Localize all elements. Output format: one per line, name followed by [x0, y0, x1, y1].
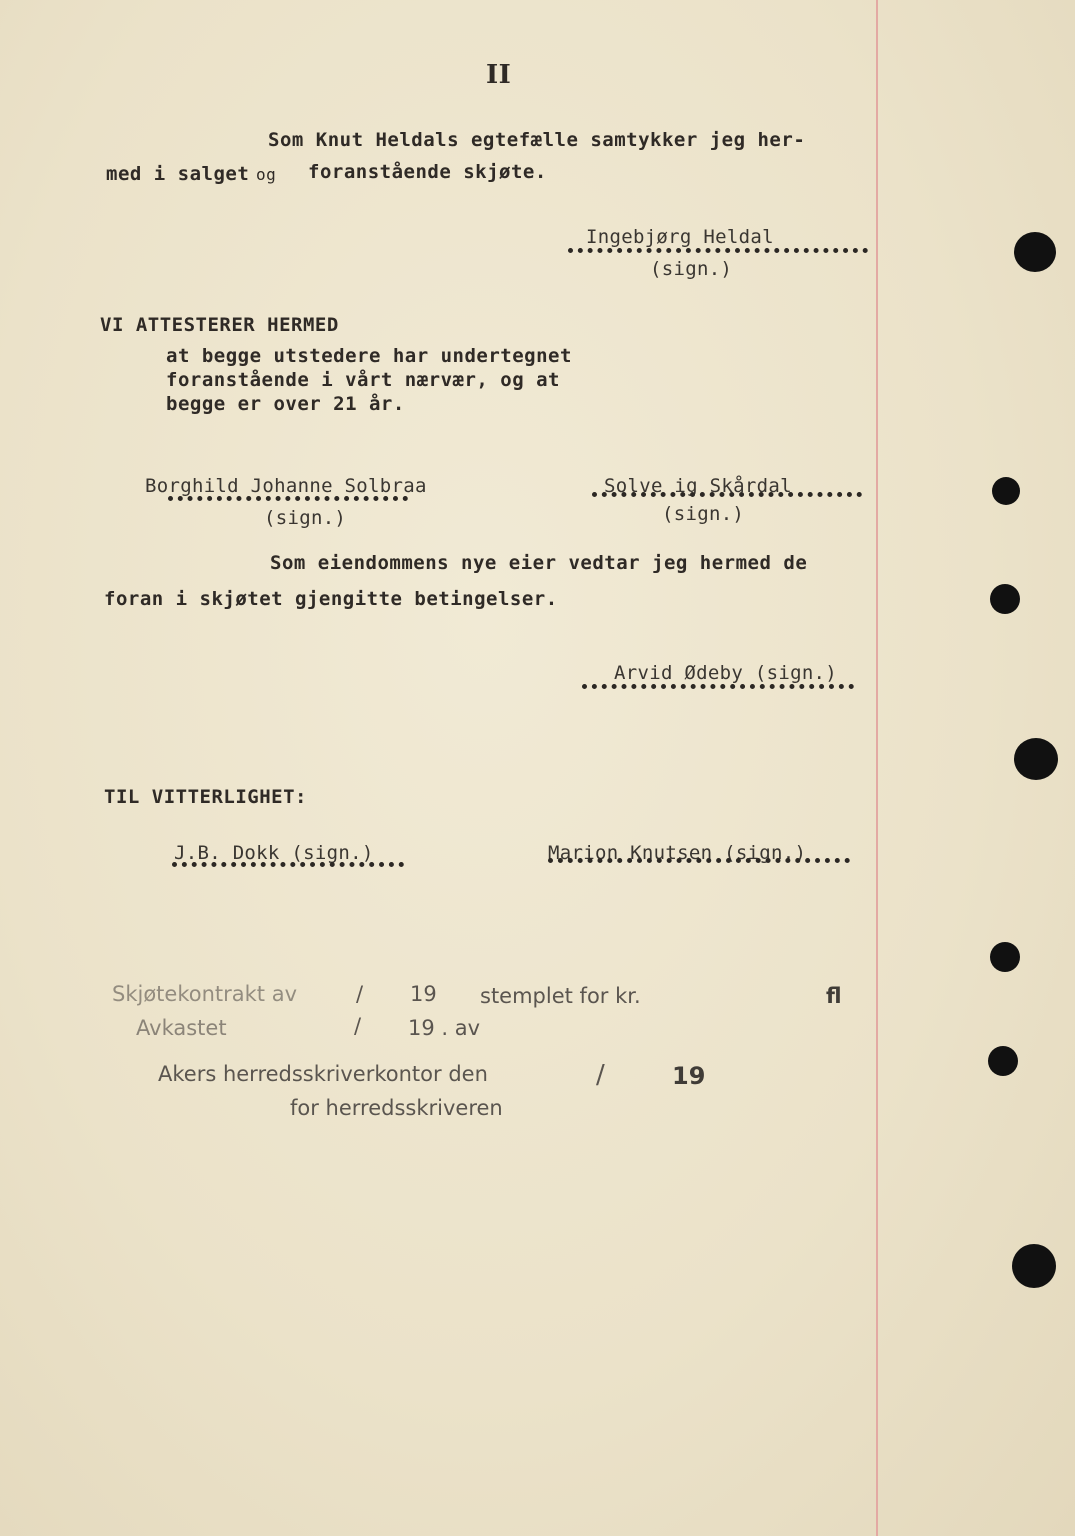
witness-left-sign: (sign.) [264, 507, 347, 529]
attest-heading: VI ATTESTERER HERMED [100, 314, 339, 336]
signer-sign-note: (sign.) [650, 258, 733, 280]
consent-text-line-2b: og [256, 165, 277, 184]
vitterlighet-right-signature: Marion Knutsen (sign.) [548, 842, 807, 864]
page-number: II [486, 60, 512, 90]
stamp-line-3a: Akers herredsskriverkontor den [158, 1062, 488, 1086]
signature-dotted-line [168, 496, 408, 501]
stamp-line-1d: stemplet for kr. [480, 984, 641, 1008]
stamp-line-2c: 19 . av [408, 1016, 481, 1040]
signature-dotted-line [548, 858, 850, 863]
witness-right-sign: (sign.) [662, 503, 745, 525]
signer-name: Ingebjørg Heldal [586, 226, 774, 248]
punch-hole [990, 584, 1020, 614]
consent-text-line-2a: med i salget [106, 163, 250, 185]
punch-hole [1014, 232, 1056, 272]
attest-body: at begge utstedere har undertegnet foranstående i vårt nærvær, og at begge er over 21 år. [166, 345, 572, 415]
stamp-line-1a: Skjøtekontrakt av [112, 982, 298, 1006]
owner-text-line-1: Som eiendommens nye eier vedtar jeg hermed de [270, 552, 808, 574]
consent-text-line-1: Som Knut Heldals egtefælle samtykker jeg her- [268, 129, 806, 151]
stamp-line-2b: / [354, 1014, 362, 1038]
punch-hole [988, 1046, 1018, 1076]
signature-dotted-line [582, 684, 854, 689]
vitterlighet-heading: TIL VITTERLIGHET: [104, 786, 307, 808]
stamp-line-1c: 19 [410, 982, 437, 1006]
stamp-line-3b: / [596, 1060, 605, 1090]
consent-text-line-2c: foranstående skjøte. [308, 161, 547, 183]
punch-hole [1012, 1244, 1056, 1288]
signature-dotted-line [568, 248, 868, 253]
punch-hole [992, 477, 1020, 505]
witness-right-name: Solve ig Skårdal [604, 475, 792, 497]
signature-dotted-line [172, 862, 404, 867]
margin-rule-line [876, 0, 878, 1536]
signature-dotted-line [592, 492, 862, 497]
stamp-line-2a: Avkastet [136, 1016, 227, 1040]
stamp-line-4: for herredsskriveren [290, 1096, 503, 1120]
punch-hole [1014, 738, 1058, 780]
owner-signature: Arvid Ødeby (sign.) [614, 662, 838, 684]
owner-text-line-2: foran i skjøtet gjengitte betingelser. [104, 588, 558, 610]
witness-left-name: Borghild Johanne Solbraa [145, 475, 427, 497]
stamp-line-1b: / [356, 982, 364, 1006]
stamp-line-1e: fl [826, 984, 842, 1008]
stamp-line-3c: 19 [672, 1062, 706, 1090]
punch-hole [990, 942, 1020, 972]
vitterlighet-left-signature: J.B. Dokk (sign.) [174, 842, 374, 864]
